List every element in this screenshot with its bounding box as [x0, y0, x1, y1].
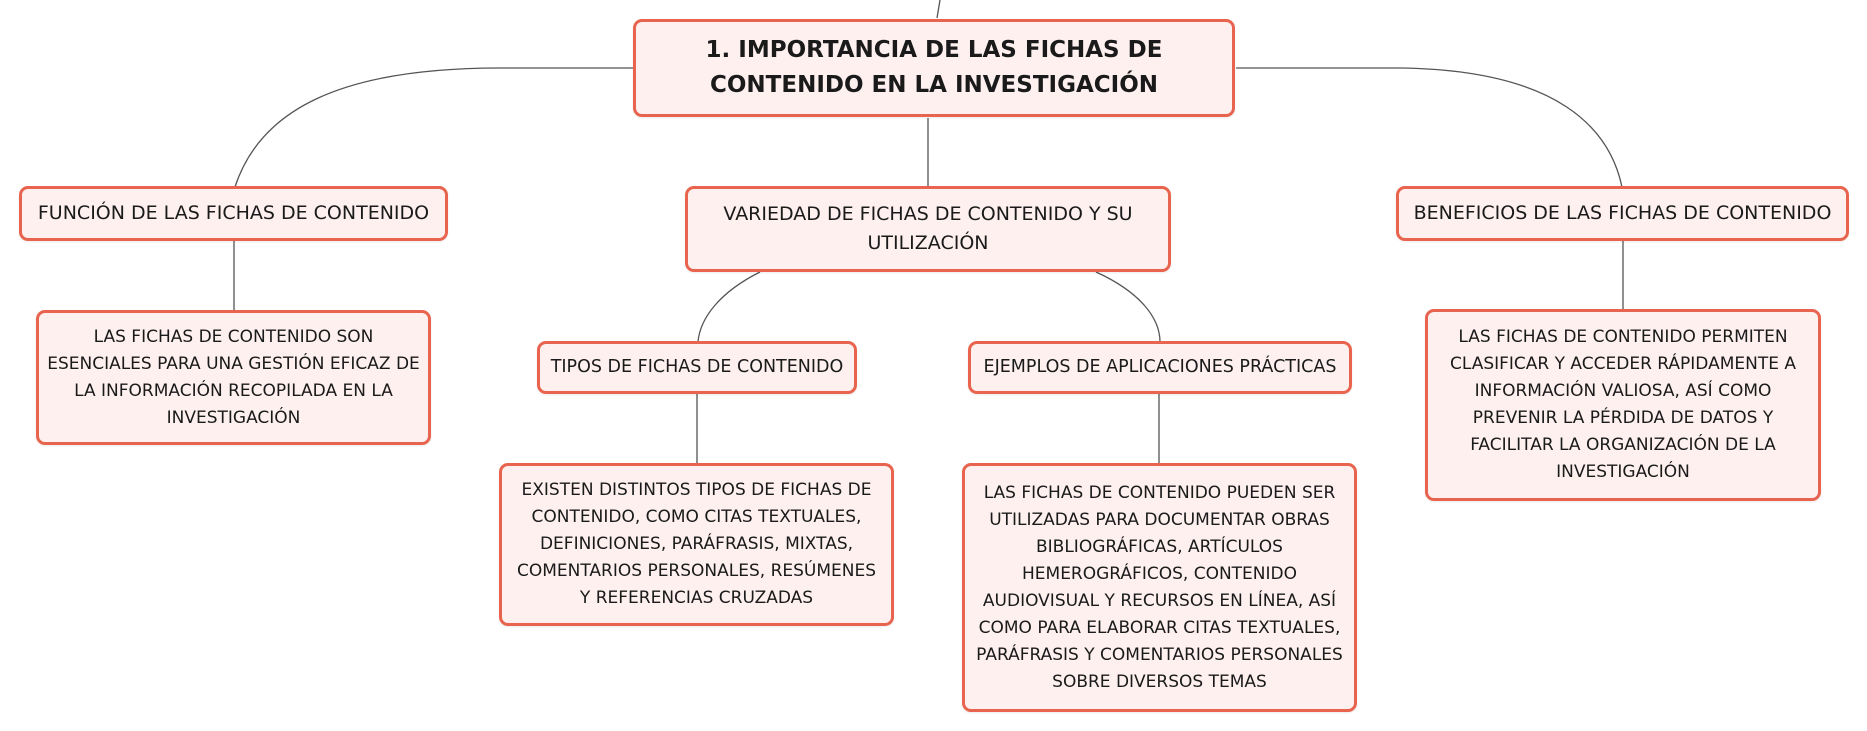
variedad-label: VARIEDAD DE FICHAS DE CONTENIDO Y SU UTILIZACIÓN	[723, 203, 1133, 254]
root-label: 1. IMPORTANCIA DE LAS FICHAS DE CONTENIDO EN LA INVESTIGACIÓN	[705, 37, 1163, 98]
ejemplos-detail-node[interactable]	[962, 463, 1357, 712]
ejemplos-label: EJEMPLOS DE APLICACIONES PRÁCTICAS	[983, 357, 1337, 377]
funcion-detail-text: LAS FICHAS DE CONTENIDO SON ESENCIALES PARA UNA GESTIÓN EFICAZ DE LA INFORMACIÓN RECOPILADA EN LA INVESTIGACIÓN	[47, 326, 420, 428]
beneficios-detail-text: LAS FICHAS DE CONTENIDO PERMITEN CLASIFICAR Y ACCEDER RÁPIDAMENTE A INFORMACIÓN VALIOSA, ASÍ COMO PREVENIR LA PÉRDIDA DE DATOS Y FACILITAR LA ORGANIZACIÓN DE LA INVESTIGACIÓN	[1449, 327, 1797, 482]
tipos-node[interactable]	[537, 341, 857, 394]
variedad-node[interactable]	[685, 186, 1171, 272]
connector-variedad-tipos	[698, 272, 760, 342]
funcion-label: FUNCIÓN DE LAS FICHAS DE CONTENIDO	[37, 202, 430, 224]
funcion-detail-node[interactable]	[36, 310, 431, 445]
root-node[interactable]	[633, 19, 1235, 117]
beneficios-label: BENEFICIOS DE LAS FICHAS DE CONTENIDO	[1413, 202, 1832, 224]
connector-parent-stub	[937, 0, 940, 18]
beneficios-node[interactable]	[1396, 186, 1849, 241]
tipos-label: TIPOS DE FICHAS DE CONTENIDO	[550, 357, 844, 377]
connector-root-beneficios	[1236, 68, 1622, 187]
tipos-detail-text: EXISTEN DISTINTOS TIPOS DE FICHAS DE CONTENIDO, COMO CITAS TEXTUALES, DEFINICIONES, PARÁFRASIS, MIXTAS, COMENTARIOS PERSONALES, RESÚMENES Y REFERENCIAS CRUZADAS	[516, 480, 877, 608]
connector-variedad-ejemplos	[1096, 272, 1160, 342]
tipos-detail-node[interactable]	[499, 463, 894, 626]
ejemplos-detail-text: LAS FICHAS DE CONTENIDO PUEDEN SER UTILIZADAS PARA DOCUMENTAR OBRAS BIBLIOGRÁFICAS, ARTÍCULOS HEMEROGRÁFICOS, CONTENIDO AUDIOVISUAL Y RECURSOS EN LÍNEA, ASÍ COMO PARA ELABORAR CITAS TEXTUALES, PARÁFRASIS Y COMENTARIOS PERSONALES SOBRE DIVERSOS TEMAS	[976, 482, 1343, 692]
beneficios-detail-node[interactable]	[1425, 309, 1821, 501]
connector-root-funcion	[235, 68, 635, 187]
ejemplos-node[interactable]	[968, 341, 1352, 394]
funcion-node[interactable]	[19, 186, 448, 241]
